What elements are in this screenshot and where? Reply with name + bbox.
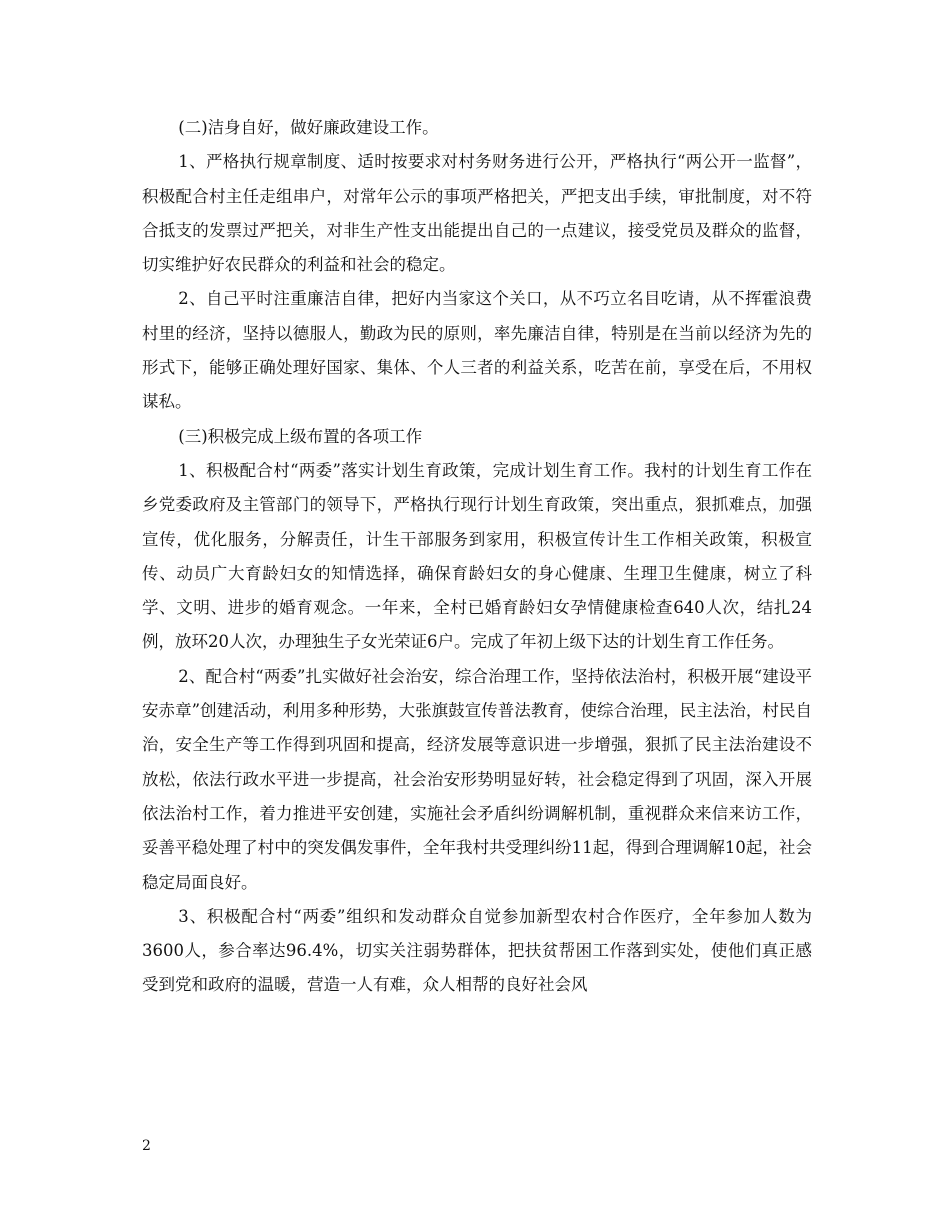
- section-heading: (三)积极完成上级布置的各项工作: [178, 426, 423, 446]
- document-body: [142, 111, 812, 1003]
- body-paragraph: 1、严格执行规章制度、适时按要求对村务财务进行公开，严格执行“两公开一监督”，积极配合村主任走组串户，对常年公示的事项严格把关，严把支出手续，审批制度，对不符合抵支的发票过严把关，对非生产性支出能提出自己的一点建议，接受党员及群众的监督，切实维护好农民群众的利益和社会的稳定。: [142, 152, 812, 275]
- section-heading: (二)洁身自好，做好廉政建设工作。: [178, 118, 439, 137]
- page-number: 2: [142, 1138, 151, 1154]
- body-paragraph: 2、自己平时注重廉洁自律，把好内当家这个关口，从不巧立名目吃请，从不挥霍浪费村里的经济，坚持以德服人，勤政为民的原则，率先廉洁自律，特别是在当前以经济为先的形式下，能够正确处理好国家、集体、个人三者的利益关系，吃苦在前，享受在后，不用权谋私。: [142, 289, 812, 412]
- body-paragraph: 1、积极配合村“两委”落实计划生育政策，完成计划生育工作。我村的计划生育工作在乡党委政府及主管部门的领导下，严格执行现行计划生育政策，突出重点，狠抓难点，加强宣传，优化服务，分解责任，计生干部服务到家用，积极宣传计生工作相关政策，积极宣传、动员广大育龄妇女的知情选择，确保育龄妇女的身心健康、生理卫生健康，树立了科学、文明、进步的婚育观念。一年来，全村已婚育龄妇女孕情健康检查640人次，结扎24例，放环20人次，办理独生子女光荣证6户。完成了年初上级下达的计划生育工作任务。: [142, 460, 812, 652]
- body-paragraph: 3、积极配合村“两委”组织和发动群众自觉参加新型农村合作医疗，全年参加人数为3600人，参合率达96.4%，切实关注弱势群体，把扶贫帮困工作落到实处，使他们真正感受到党和政府的温暖，营造一人有难，众人相帮的良好社会风: [142, 906, 812, 995]
- body-paragraph: 2、配合村“两委”扎实做好社会治安，综合治理工作，坚持依法治村，积极开展“建设平安赤章”创建活动，利用多种形势，大张旗鼓宣传普法教育，使综合治理，民主法治，村民自治，安全生产等工作得到巩固和提高，经济发展等意识进一步增强，狠抓了民主法治建设不放松，依法行政水平进一步提高，社会治安形势明显好转，社会稳定得到了巩固，深入开展依法治村工作，着力推进平安创建，实施社会矛盾纠纷调解机制，重视群众来信来访工作，妥善平稳处理了村中的突发偶发事件，全年我村共受理纠纷11起，得到合理调解10起，社会稳定局面良好。: [142, 666, 812, 892]
